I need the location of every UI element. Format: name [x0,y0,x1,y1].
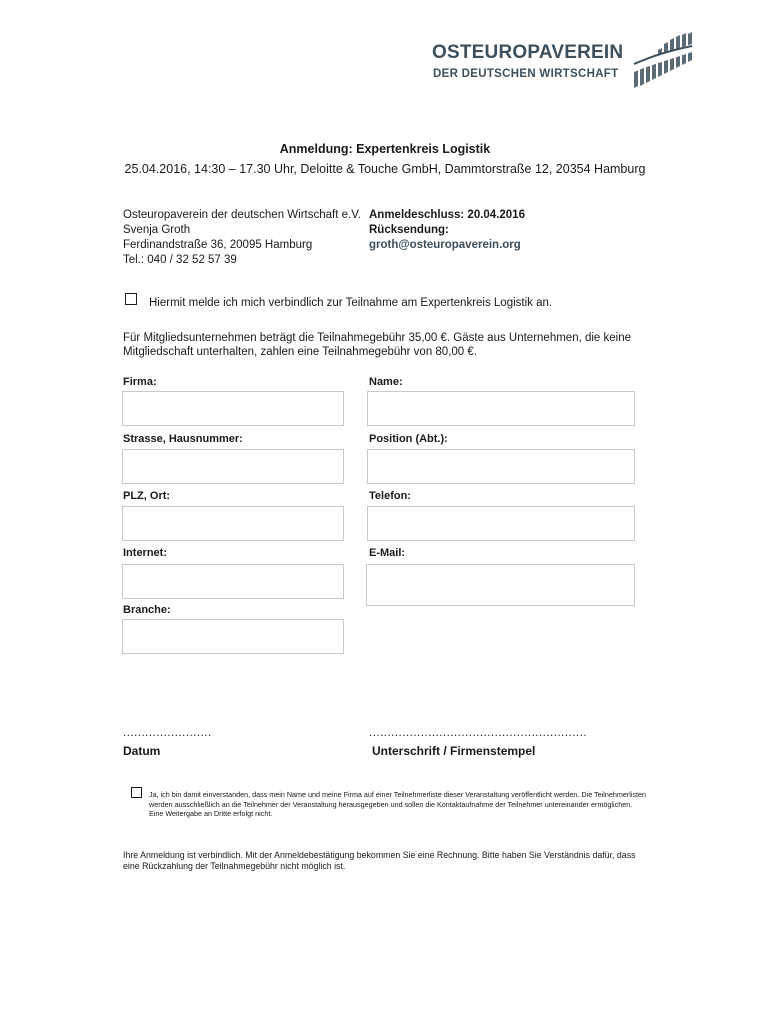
logo-title: OSTEUROPAVEREIN [432,42,624,63]
registration-consent-text: Hiermit melde ich mich verbindlich zur Teilnahme am Expertenkreis Logistik an. [149,297,553,309]
final-note: Ihre Anmeldung ist verbindlich. Mit der Anmeldebestätigung bekommen Sie eine Rechnung. Bitte haben Sie Verständnis dafür, dass eine Rückzahlung der Teilnahmegebühr nicht möglich ist. [123,850,636,871]
date-label: Datum [123,744,161,758]
email-field[interactable] [366,564,635,606]
position-label: Position (Abt.): [369,433,448,445]
return-label: Rücksendung: [369,224,449,236]
telefon-label: Telefon: [369,490,411,502]
contact-address [123,208,361,268]
deadline-block [369,208,525,253]
signature-label: Unterschrift / Firmenstempel [372,744,536,758]
firma-label: Firma: [123,376,157,388]
fee-text: Für Mitgliedsunternehmen beträgt die Teilnahmegebühr 35,00 €. Gäste aus Unternehmen, die keine Mitgliedschaft unterhalten, zahlen eine Teilnahmegebühr von 80,00 €. [123,332,632,358]
strasse-label: Strasse, Hausnummer: [123,433,243,445]
name-field[interactable] [367,391,635,426]
logo-mark-icon [628,32,694,88]
page-title: Anmeldung: Expertenkreis Logistik [279,142,491,156]
strasse-field[interactable] [122,449,344,484]
plz-label: PLZ, Ort: [123,490,171,502]
internet-field[interactable] [122,564,344,599]
contact-person: Svenja Groth [123,224,191,236]
name-label: Name: [369,376,403,388]
privacy-consent-text: Ja, ich bin damit einverstanden, dass mein Name und meine Firma auf einer Teilnehmerliste dieser Veranstaltung veröffentlicht werden. Die Teilnehmerlisten werden ausschließlich an die Teilnehmer der Veranstaltung herausgegeben und sollen die Kontaktaufnahme der Teilnehmer untereinander ermöglichen. Eine Weitergabe an Dritte erfolgt nicht. [149,790,646,819]
plz-field[interactable] [122,506,344,541]
logo-subtitle: DER DEUTSCHEN WIRTSCHAFT [433,68,619,80]
signature-line: ........................................................... [369,727,588,739]
privacy-checkbox[interactable] [131,787,142,798]
firma-field[interactable] [122,391,344,426]
email-label: E-Mail: [369,547,406,559]
event-details: 25.04.2016, 14:30 – 17.30 Uhr, Deloitte & Touche GmbH, Dammtorstraße 12, 20354 Hamburg [124,162,646,176]
registration-checkbox[interactable] [125,293,137,305]
contact-street: Ferdinandstraße 36, 20095 Hamburg [123,239,313,251]
deadline-date: Anmeldeschluss: 20.04.2016 [369,209,525,221]
branche-field[interactable] [122,619,344,654]
contact-org: Osteuropaverein der deutschen Wirtschaft e.V. [123,209,362,221]
position-field[interactable] [367,449,635,484]
internet-label: Internet: [123,547,167,559]
telefon-field[interactable] [367,506,635,541]
return-email-link[interactable]: groth@osteuropaverein.org [369,239,521,251]
contact-phone: Tel.: 040 / 32 52 57 39 [123,254,237,266]
branche-label: Branche: [123,604,171,616]
date-line: ........................ [123,727,212,739]
